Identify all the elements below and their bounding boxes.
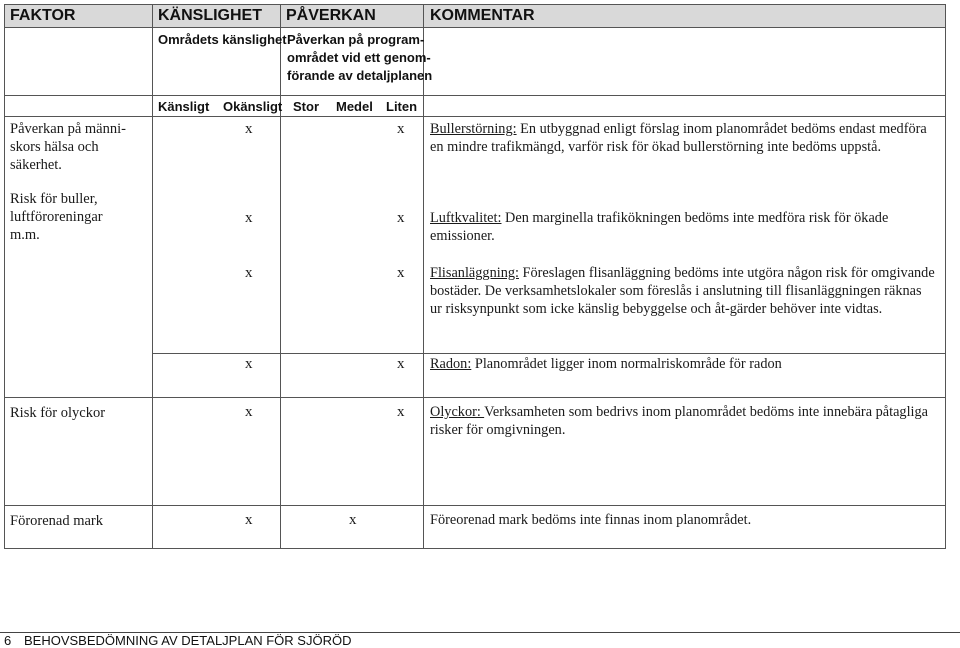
header-sensitivity: KÄNSLIGHET xyxy=(158,7,262,24)
column-label-small: Liten xyxy=(386,99,418,114)
column-header-divider xyxy=(4,116,946,117)
comment-radon xyxy=(430,355,942,373)
column-divider-sensitivity xyxy=(280,4,281,549)
comment-noise xyxy=(430,120,942,156)
header-divider xyxy=(4,27,946,28)
comment-noise-text: En utbyggnad enligt förslag inom planområdet bedöms endast medföra en mindre trafikmängd, varför risk för ökad bullerstörning inte bedöms uppstå. xyxy=(430,121,927,155)
comment-flood-label: Flisanläggning: xyxy=(430,265,519,281)
comment-accident-text: Verksamheten som bedrivs inom planområdet bedöms inte innebära påtagliga risker för omgivningen. xyxy=(430,404,929,438)
comment-flood-text: Föreslagen flisanläggning bedöms inte utgöra någon risk för omgivande bostäder. De verksamhetslokaler som föreslås i anslutning till flisanläggningen räknas ur risksynpunkt som icke känslig bebyggelse och åt-gärder behöver inte vidtas. xyxy=(430,265,935,317)
comment-radon-text: Planområdet ligger inom normalriskområde för radon xyxy=(471,356,782,372)
header-comment: KOMMENTAR xyxy=(430,7,535,24)
factor-noise-line2: luftföroreningar xyxy=(10,209,103,225)
mark-contaminated-sensitivity: x xyxy=(245,512,253,528)
column-label-medium: Medel xyxy=(336,99,373,114)
subheader-impact-line3: förande av detaljplanen xyxy=(287,68,433,83)
header-factor: FAKTOR xyxy=(10,7,76,24)
mark-air-sensitivity: x xyxy=(245,210,253,226)
subheader-impact-line1: Påverkan på program- xyxy=(287,32,425,47)
row-divider-radon xyxy=(152,353,946,354)
factor-health-line3: säkerhet. xyxy=(10,157,62,173)
footer-title: BEHOVSBEDÖMNING AV DETALJPLAN FÖR SJÖRÖD xyxy=(24,633,352,648)
comment-contaminated-text: Föreorenad mark bedöms inte finnas inom planområdet. xyxy=(430,512,752,528)
subheader-area-sensitivity: Områdets känslighet xyxy=(158,32,287,47)
comment-air-label: Luftkvalitet: xyxy=(430,210,502,226)
row-divider-accidents xyxy=(4,397,946,398)
mark-noise-sensitivity: x xyxy=(245,121,253,137)
column-divider-factor xyxy=(152,4,153,549)
mark-noise-impact: x xyxy=(397,121,405,137)
table-left-border xyxy=(4,4,5,549)
comment-air-text: Den marginella trafikökningen bedöms inte medföra risk för ökade emissioner. xyxy=(430,210,889,244)
factor-health-line2: skors hälsa och xyxy=(10,139,99,155)
factor-health-line1: Påverkan på männi- xyxy=(10,121,126,137)
factor-noise-line3: m.m. xyxy=(10,227,40,243)
comment-contaminated xyxy=(430,511,942,529)
mark-flood-impact: x xyxy=(397,265,405,281)
table-bottom-border xyxy=(4,548,946,549)
column-divider-impact xyxy=(423,4,424,549)
column-label-insensitive: Okänsligt xyxy=(223,99,283,114)
row-divider-contaminated xyxy=(4,505,946,506)
table-right-border xyxy=(945,4,946,549)
factor-accidents: Risk för olyckor xyxy=(10,405,106,421)
mark-accident-impact: x xyxy=(397,404,405,420)
mark-radon-sensitivity: x xyxy=(245,356,253,372)
comment-air xyxy=(430,209,942,245)
mark-flood-sensitivity: x xyxy=(245,265,253,281)
column-label-large: Stor xyxy=(293,99,319,114)
column-label-sensitive: Känsligt xyxy=(158,99,210,114)
comment-accident-label: Olyckor: xyxy=(430,404,485,420)
factor-contaminated: Förorenad mark xyxy=(10,513,104,529)
factor-noise-line1: Risk för buller, xyxy=(10,191,98,207)
subheader-impact-line2: området vid ett genom- xyxy=(287,50,431,65)
mark-air-impact: x xyxy=(397,210,405,226)
comment-flood xyxy=(430,264,935,318)
comment-radon-label: Radon: xyxy=(430,356,472,372)
mark-accident-sensitivity: x xyxy=(245,404,253,420)
comment-noise-label: Bullerstörning: xyxy=(430,121,517,137)
mark-contaminated-impact: x xyxy=(349,512,357,528)
subheader-divider xyxy=(4,95,946,96)
mark-radon-impact: x xyxy=(397,356,405,372)
header-impact: PÅVERKAN xyxy=(286,7,376,24)
footer-page-number: 6 xyxy=(4,633,12,648)
comment-accident xyxy=(430,403,942,439)
table-top-border xyxy=(4,4,946,5)
